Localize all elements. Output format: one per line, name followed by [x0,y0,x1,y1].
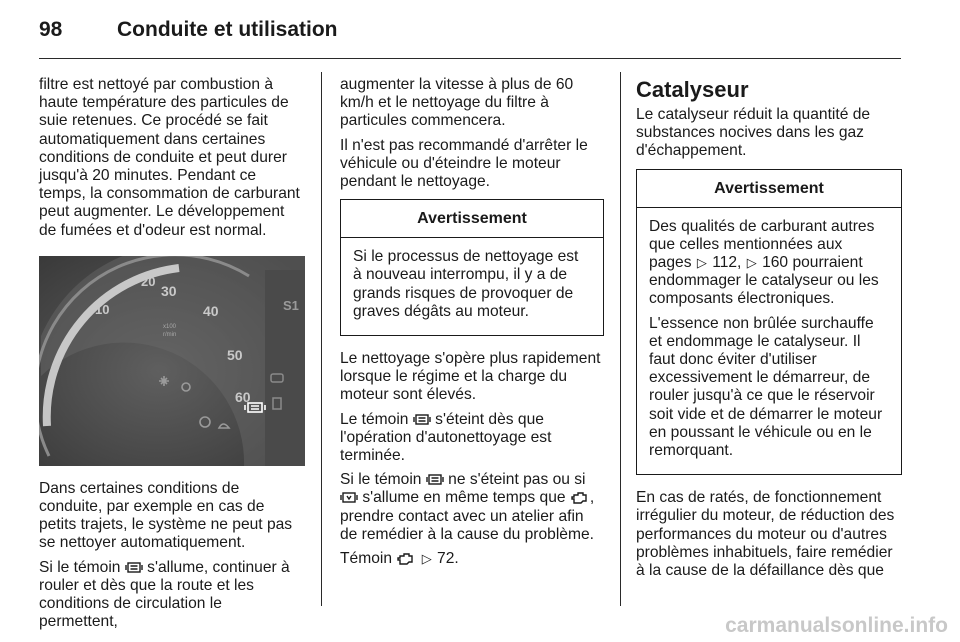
preheating-icon [340,491,358,504]
gauge-right-label: S1 [283,297,299,313]
instrument-cluster-illustration [39,256,305,466]
column-divider [620,72,621,606]
page-reference-arrow-icon: ▷ [746,255,757,271]
gauge-number: 20 [141,273,156,289]
engine-warning-icon [570,491,590,504]
page-reference-link[interactable]: 72. [437,550,459,568]
engine-warning-icon [396,552,416,565]
page-reference-arrow-icon: ▷ [421,551,432,567]
page-header [39,18,901,48]
gauge-number: 30 [161,282,177,299]
paragraph: Le catalyseur réduit la quantité de substances nocives dans les gaz d'échappement. [636,106,871,160]
header-divider [39,58,901,59]
paragraph: Le nettoyage s'opère plus rapidement lorsque le régime et la charge du moteur sont élevés. [340,350,601,404]
warning-text: Si le processus de nettoyage est à nouveau interrompu, il y a de grands risques de provoquer de graves dégâts au moteur. [353,248,579,320]
gauge-unit: r/min [163,331,177,338]
gauge-unit: x100 [163,323,177,330]
paragraph: En cas de ratés, de fonctionnement irrégulier du moteur, de réduction des performances du moteur ou d'autres problèmes inhabituels, faire remédier à la cause de la défaillance dès que [636,489,895,580]
section-heading: Catalyseur [636,77,749,102]
page-reference-link[interactable]: 160 [762,254,789,272]
gauge-number: 50 [227,346,243,363]
column-1 [39,76,305,637]
diesel-particulate-filter-icon [125,561,143,574]
column-divider [321,72,322,606]
page-reference-arrow-icon: ▷ [696,255,707,271]
warning-box [636,169,902,476]
warning-text: Des qualités de carburant autres que celles mentionnées aux pages ▷ 112, ▷ 160 pourraient endommager le catalyseur ou les composants électroniques. [649,217,879,308]
page-number: 98 [39,18,63,41]
column-3 [636,76,902,586]
warning-title: Avertissement [341,200,603,238]
warning-box [340,199,604,336]
paragraph: Si le témoin ne s'éteint pas ou si s'allume en même temps que , prendre contact avec un atelier afin de remédier à la cause du problème. [340,471,595,543]
column-2 [340,76,604,574]
gauge-number: 40 [203,302,219,319]
diesel-particulate-filter-icon [413,413,431,426]
paragraph: Le témoin s'éteint dès que l'opération d'autonettoyage est terminée. [340,410,552,465]
paragraph: augmenter la vitesse à plus de 60 km/h et le nettoyage du filtre à particules commencera. [340,76,574,130]
diesel-particulate-filter-icon [426,473,444,486]
paragraph: Dans certaines conditions de conduite, par exemple en cas de petits trajets, le système ne peut pas se nettoyer automatiquement. [39,479,293,552]
gauge-number: 10 [95,301,110,317]
paragraph: Si le témoin s'allume, continuer à rouler et dès que la route et les conditions de circulation le permettent, [39,558,290,631]
page-reference-link[interactable]: 112, [712,254,742,272]
gauge-number: 60 [235,388,251,405]
warning-text: L'essence non brûlée surchauffe et endommage le catalyseur. Il faut donc éviter d'utiliser excessivement le démarreur, de rouler jusqu'à ce que le réservoir soit vide et de démarrer le moteur en poussant le véhicule ou en le remorquant. [649,314,883,460]
paragraph: filtre est nettoyé par combustion à haute température des particules de suie retenues. Ce procédé se fait automatiquement dans certaines conditions de conduite et peut durer jusqu'à 20 minutes. Pendant ce temps, la consommation de carburant peut augmenter. Le développement de fumées et d'odeur est normal. [39,76,300,239]
watermark: carmanualsonline.info [725,614,948,637]
paragraph: Témoin ▷ 72. [340,550,459,568]
page-title: Conduite et utilisation [117,18,338,41]
warning-title: Avertissement [637,170,901,208]
paragraph: Il n'est pas recommandé d'arrêter le véhicule ou d'éteindre le moteur pendant le nettoyage. [340,136,588,191]
